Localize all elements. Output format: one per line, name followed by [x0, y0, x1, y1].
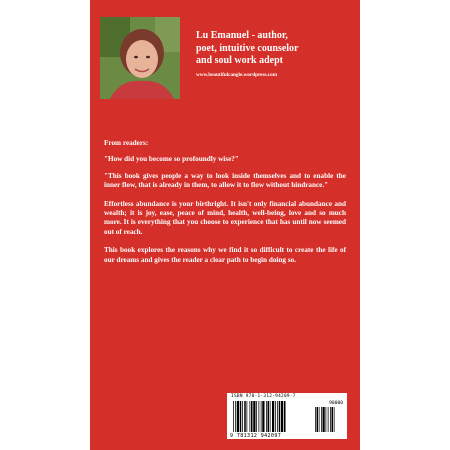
barcode-addon-bar [319, 407, 320, 432]
intro-text: From readers: [104, 139, 149, 147]
barcode-bar [242, 401, 243, 432]
barcode-bar [240, 401, 242, 432]
barcode-bar [233, 401, 234, 432]
barcode-bar [250, 401, 251, 432]
reader-quote-2: "This book gives people a way to look inside themselves and to enable the inner flow, that is already in them, to allow it to flow without hindrance." [104, 171, 346, 190]
reader-quote-1: "How did you become so profoundly wise?" [104, 155, 239, 164]
paragraph-abundance: Effortless abundance is your birthright. It isn't only financial abundance and wealth; it is joy, ease, peace of mind, health, well-being, love and so much more. It is everything that you choose to experience that has until now seemed out of reach. [104, 199, 346, 236]
author-website: www.beautifulcangle.wordpress.com [196, 72, 278, 78]
barcode-bar [256, 401, 257, 432]
barcode-bar [235, 401, 236, 432]
barcode-bar [261, 401, 262, 432]
barcode-addon-bar [326, 407, 327, 432]
barcode-addon-bar [317, 407, 319, 432]
barcode-bar [275, 401, 276, 432]
barcode-bar [281, 401, 283, 432]
barcode-bar [277, 401, 278, 432]
barcode-addon-bar [323, 407, 325, 432]
isbn-barcode [227, 393, 347, 439]
barcode-addon-bar [334, 407, 335, 432]
barcode-bar [268, 401, 270, 432]
back-cover [90, 0, 360, 450]
barcode-bar [262, 401, 264, 432]
barcode-addon-bar [332, 407, 334, 432]
barcode-addon-bar [321, 407, 322, 432]
barcode-bar [270, 401, 271, 432]
barcode-addon-bar [315, 407, 316, 432]
barcode-bar [253, 401, 255, 432]
isbn-label: ISBN 978-1-312-94209-7 [231, 394, 296, 399]
barcode-bar [251, 401, 253, 432]
author-photo [100, 17, 180, 99]
barcode-bar [266, 401, 267, 432]
author-line-1: Lu Emanuel - author, [196, 30, 288, 41]
paragraph-reasons: This book explores the reasons why we find it so difficult to create the life of our dreams and gives the reader a clear path to begin doing so. [104, 246, 346, 264]
author-line-3: and soul work adept [196, 55, 283, 66]
barcode-digits: 9 781312 942097 [230, 433, 282, 439]
barcode-addon-bar [330, 407, 331, 432]
author-bio [196, 30, 356, 68]
barcode-bar [244, 401, 246, 432]
barcode-addon-bar [328, 407, 329, 432]
barcode-bar [279, 401, 281, 432]
author-portrait-icon [100, 17, 180, 99]
back-cover-text [104, 139, 346, 274]
barcode-bar [247, 401, 248, 432]
author-line-2: poet, intuitive counselor [196, 42, 299, 54]
barcode-bar [272, 401, 274, 432]
barcode-bar [237, 401, 239, 432]
price-code: 90000 [329, 401, 343, 406]
barcode-bar [259, 401, 260, 432]
barcode-bar [284, 401, 286, 432]
